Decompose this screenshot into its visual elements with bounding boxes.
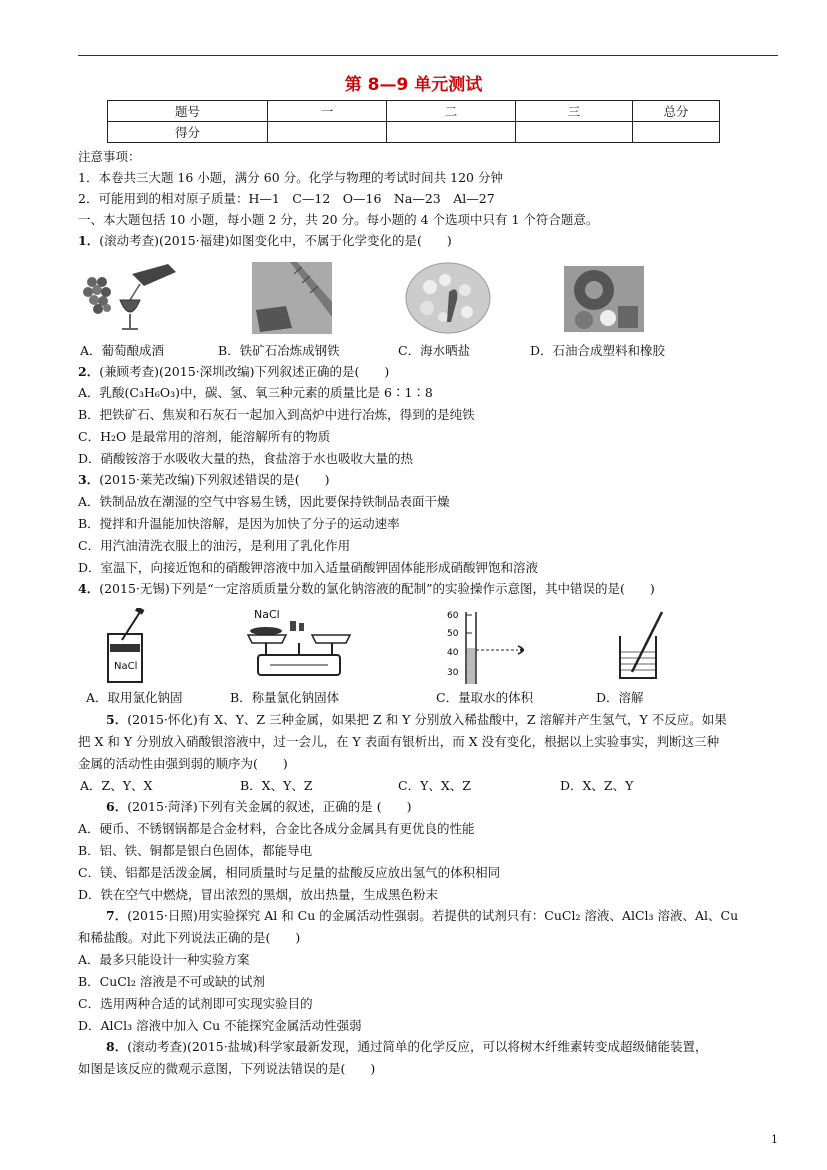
option[interactable]: D．X、Z、Y [560, 778, 634, 793]
option[interactable]: B．X、Y、Z [240, 778, 313, 793]
scale-label: 50 [447, 629, 459, 639]
nacl-label: NaCl [114, 661, 138, 672]
balance-diagram [244, 605, 354, 681]
question-stem: (滚动考查)(2015·盐城)科学家最新发现，通过简单的化学反应，可以将树木纤维素转变成超级储能装置， [127, 1039, 708, 1054]
measuring-cylinder-diagram [446, 608, 536, 688]
question-stem-line: 金属的活动性由强到弱的顺序为( ) [78, 756, 288, 771]
question-stem: (兼顾考查)(2015·深圳改编)下列叙述正确的是( ) [99, 364, 390, 379]
option[interactable]: D．AlCl₃ 溶液中加入 Cu 不能探究金属活动性强弱 [78, 1018, 362, 1033]
spoon-icon [122, 612, 140, 640]
table-cell[interactable] [516, 122, 633, 143]
option[interactable]: A．取用氯化钠固 [86, 690, 183, 705]
question-1 [78, 232, 452, 250]
question-number: 4． [78, 581, 100, 596]
option[interactable]: C．镁、铝都是活泼金属，相同质量时与足量的盐酸反应放出氢气的体积相同 [78, 865, 501, 880]
option[interactable]: B．铝、铁、铜都是银白色固体，都能导电 [78, 843, 313, 858]
question-stem-line: 如图是该反应的微观示意图，下列说法错误的是( ) [78, 1061, 376, 1076]
question-number: 2． [78, 364, 100, 379]
option[interactable]: C．量取水的体积 [436, 690, 534, 705]
table-cell: 三 [516, 101, 633, 122]
header-rule [78, 55, 778, 56]
table-cell: 题号 [108, 101, 268, 122]
option[interactable]: C．选用两种合适的试剂即可实现实验目的 [78, 996, 313, 1011]
option[interactable]: B．称量氯化钠固体 [230, 690, 340, 705]
question-stem: (2015·无锡)下列是“一定溶质质量分数的氯化钠溶液的配制”的实验操作示意图，其中错误的是( ) [99, 581, 655, 596]
question-number: 1． [78, 233, 100, 248]
question-stem: (滚动考查)(2015·福建)如图变化中，不属于化学变化的是( ) [99, 233, 452, 248]
wine-bottle-icon [130, 264, 176, 300]
scale-label: 40 [447, 648, 459, 658]
option[interactable]: B．搅拌和升温能加快溶解，是因为加快了分子的运动速率 [78, 516, 400, 531]
glass-rod-icon [632, 612, 662, 672]
iron-smelting-image [252, 262, 332, 334]
question-7 [106, 907, 738, 925]
option[interactable]: D．硝酸铵溶于水吸收大量的热，食盐溶于水也吸收大量的热 [78, 451, 414, 466]
option[interactable]: B．CuCl₂ 溶液是不可或缺的试剂 [78, 974, 265, 989]
notes-title: 注意事项： [78, 149, 141, 164]
eye-icon [518, 646, 524, 654]
ore-icon [256, 306, 292, 332]
option[interactable]: C．海水晒盐 [398, 343, 471, 358]
question-stem: (2015·菏泽)下列有关金属的叙述，正确的是 ( ) [127, 799, 412, 814]
tire-icon [574, 270, 614, 310]
question-stem-line: 和稀盐酸。对此下列说法正确的是( ) [78, 930, 301, 945]
table-row [108, 101, 720, 122]
plastic-rubber-image [564, 266, 644, 332]
option[interactable]: C．Y、X、Z [398, 778, 471, 793]
option[interactable]: D．溶解 [596, 690, 644, 705]
nacl-bottle-diagram [102, 608, 152, 684]
question-number: 7． [106, 908, 128, 923]
sea-salt-image [405, 262, 491, 334]
question-stem-line: 把 X 和 Y 分别放入硝酸银溶液中，过一会儿，在 Y 表面有银析出，而 X 没有变化，根据以上实验事实，判断这三种 [78, 734, 720, 749]
question-3 [78, 471, 330, 489]
section-heading: 一、本大题包括 10 小题，每小题 2 分，共 20 分。每小题的 4 个选项中只有 1 个符合题意。 [78, 212, 599, 227]
option[interactable]: B．铁矿石冶炼成钢铁 [218, 343, 340, 358]
question-number: 6． [106, 799, 128, 814]
table-cell: 得分 [108, 122, 268, 143]
table-cell[interactable] [387, 122, 516, 143]
option[interactable]: A．硬币、不锈钢锅都是合金材料，合金比各成分金属具有更优良的性能 [78, 821, 475, 836]
option[interactable]: C．H₂O 是最常用的溶剂，能溶解所有的物质 [78, 429, 331, 444]
question-4 [78, 580, 655, 598]
scale-label: 30 [447, 668, 459, 678]
note-line: 1．本卷共三大题 16 小题，满分 60 分。化学与物理的考试时间共 120 分钟 [78, 170, 503, 185]
option[interactable]: D．铁在空气中燃烧，冒出浓烈的黑烟，放出热量，生成黑色粉末 [78, 887, 439, 902]
table-cell: 二 [387, 101, 516, 122]
option[interactable]: A．葡萄酿成酒 [80, 343, 165, 358]
option[interactable]: A．铁制品放在潮湿的空气中容易生锈，因此要保持铁制品表面干燥 [78, 494, 450, 509]
option[interactable]: D．石油合成塑料和橡胶 [530, 343, 666, 358]
scale-label: 60 [447, 611, 459, 621]
table-cell: 总分 [633, 101, 720, 122]
table-cell[interactable] [268, 122, 387, 143]
nacl-label: NaCl [254, 608, 280, 621]
option[interactable]: C．用汽油清洗衣服上的油污，是利用了乳化作用 [78, 538, 351, 553]
question-number: 3． [78, 472, 100, 487]
note-line: 2．可能用到的相对原子质量：H—1 C—12 O—16 Na—23 Al—27 [78, 191, 495, 206]
beaker-stirring-diagram [614, 610, 668, 682]
question-number: 5． [106, 712, 128, 727]
wine-grape-image [80, 262, 180, 334]
page-number: 1 [771, 1133, 778, 1146]
grape-icon [83, 277, 111, 314]
question-stem: (2015·怀化)有 X、Y、Z 三种金属，如果把 Z 和 Y 分别放入稀盐酸中，Z 溶解并产生氢气，Y 不反应。如果 [127, 712, 727, 727]
score-table [107, 100, 720, 143]
table-row [108, 122, 720, 143]
table-cell[interactable] [633, 122, 720, 143]
question-5 [106, 711, 727, 729]
question-8 [106, 1038, 708, 1056]
wine-glass-icon [120, 300, 140, 329]
weights-icon [290, 621, 304, 631]
option[interactable]: A．Z、Y、X [80, 778, 153, 793]
table-cell: 一 [268, 101, 387, 122]
page-title: 第 8—9 单元测试 [344, 75, 483, 95]
option[interactable]: D．室温下，向接近饱和的硝酸钾溶液中加入适量硝酸钾固体能形成硝酸钾饱和溶液 [78, 560, 539, 575]
question-number: 8． [106, 1039, 128, 1054]
option[interactable]: A．最多只能设计一种实验方案 [78, 952, 250, 967]
question-stem: (2015·莱芜改编)下列叙述错误的是( ) [99, 472, 330, 487]
question-stem: (2015·日照)用实验探究 Al 和 Cu 的金属活动性强弱。若提供的试剂只有：CuCl₂ 溶液、AlCl₃ 溶液、Al、Cu [127, 908, 739, 923]
option[interactable]: A．乳酸(C₃H₆O₃)中，碳、氢、氧三种元素的质量比是 6∶1∶8 [78, 385, 433, 400]
question-6 [106, 798, 411, 816]
question-2 [78, 363, 389, 381]
option[interactable]: B．把铁矿石、焦炭和石灰石一起加入到高炉中进行冶炼，得到的是纯铁 [78, 407, 475, 422]
